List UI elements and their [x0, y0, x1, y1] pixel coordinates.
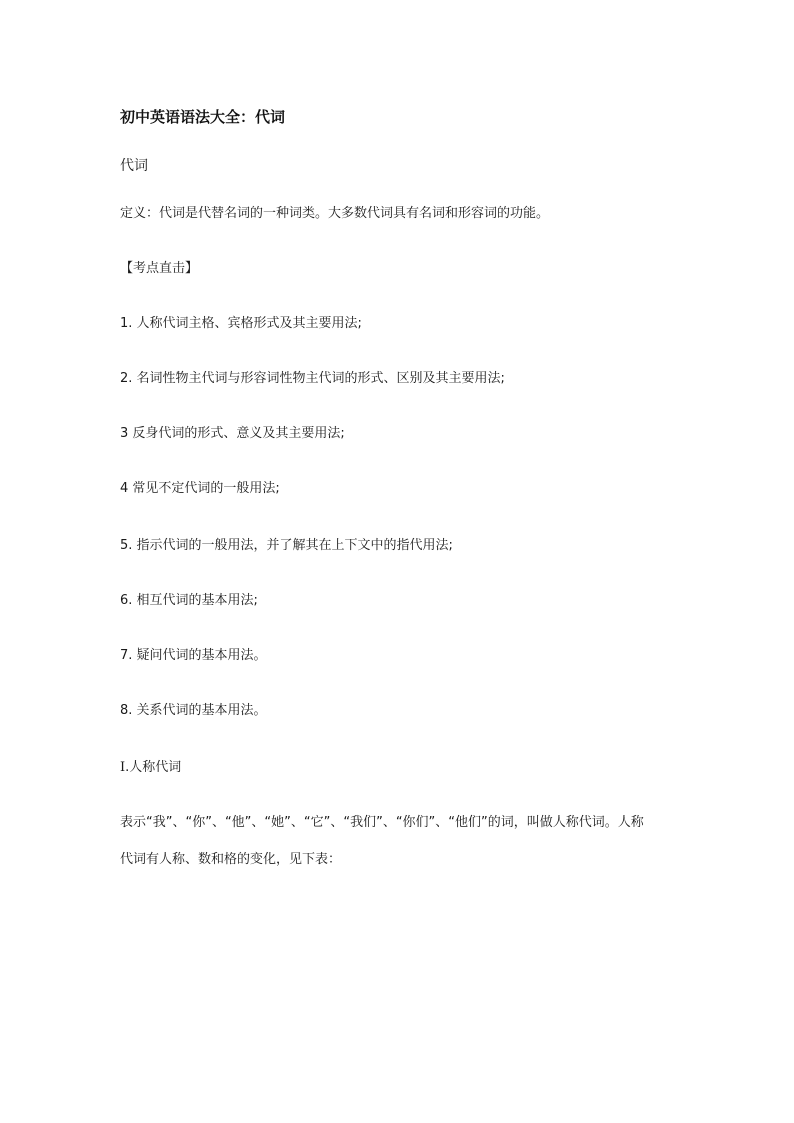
- definition-text: 定义：代词是代替名词的一种词类。大多数代词具有名词和形容词的功能。: [120, 206, 550, 221]
- key-point-item: 6. 相互代词的基本用法;: [120, 593, 258, 608]
- paragraph-line: 代词有人称、数和格的变化，见下表：: [120, 852, 342, 867]
- key-points-heading: 【考点直击】: [120, 261, 199, 276]
- key-point-item: 5. 指示代词的一般用法，并了解其在上下文中的指代用法;: [120, 538, 453, 553]
- key-point-item: 2. 名词性物主代词与形容词性物主代词的形式、区别及其主要用法;: [120, 371, 505, 386]
- key-point-item: 7. 疑问代词的基本用法。: [120, 648, 267, 663]
- document-title: 初中英语语法大全：代词: [120, 108, 286, 126]
- section-heading: I.人称代词: [120, 760, 182, 775]
- key-point-item: 1. 人称代词主格、宾格形式及其主要用法;: [120, 316, 362, 331]
- section-subtitle: 代词: [120, 158, 148, 174]
- key-point-item: 4 常见不定代词的一般用法;: [120, 481, 280, 496]
- paragraph-line: 表示“我”、“你”、“他”、“她”、“它”、“我们”、“你们”、“他们”的词，叫做人称代词。人称: [120, 815, 644, 830]
- key-point-item: 8. 关系代词的基本用法。: [120, 703, 267, 718]
- key-point-item: 3 反身代词的形式、意义及其主要用法;: [120, 426, 345, 441]
